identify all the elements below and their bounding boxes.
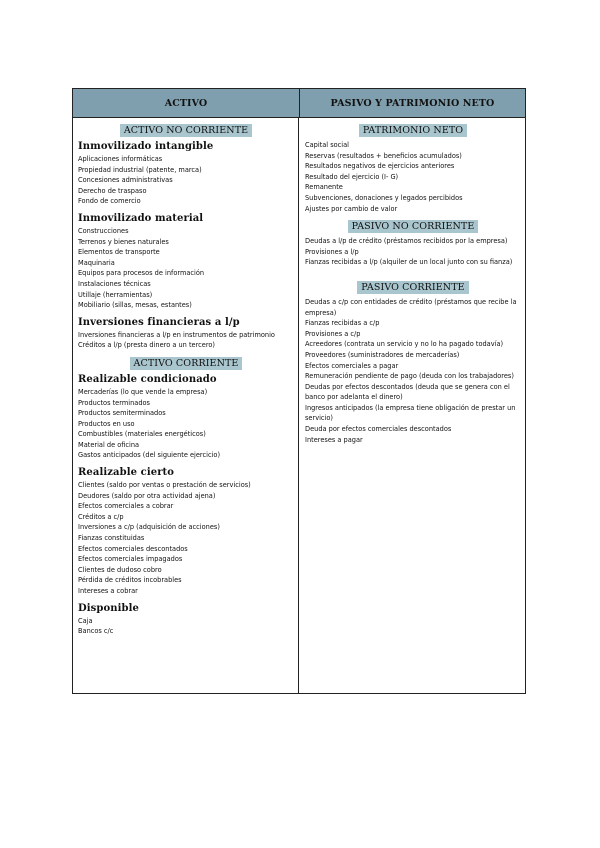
group-realizable-condicionado xyxy=(78,374,294,461)
list-item: Efectos comerciales a cobrar xyxy=(78,502,174,511)
list-item: Clientes de dudoso cobro xyxy=(78,565,162,574)
list-item: Mobiliario (sillas, mesas, estantes) xyxy=(78,301,192,310)
list-item: Gastos anticipados (del siguiente ejercicio) xyxy=(78,451,221,460)
group-title: Inmovilizado intangible xyxy=(78,141,214,152)
header-pasivo-patrimonio: PASIVO Y PATRIMONIO NETO xyxy=(330,97,495,109)
item-list xyxy=(78,616,294,637)
pasivo-no-corriente-band: PASIVO NO CORRIENTE xyxy=(348,220,479,233)
list-item: Productos semiterminados xyxy=(78,409,166,418)
activo-corriente-band: ACTIVO CORRIENTE xyxy=(130,357,243,370)
pasivo-column xyxy=(300,118,525,693)
list-item: Fianzas recibidas a l/p (alquiler de un local junto con su fianza) xyxy=(305,258,513,267)
list-item: Efectos comerciales descontados xyxy=(78,544,188,553)
list-item: Resultado del ejercicio (I- G) xyxy=(305,172,399,181)
list-item: Equipos para procesos de información xyxy=(78,269,205,278)
list-item: Inversiones a c/p (adquisición de acciones) xyxy=(78,523,220,532)
list-item: Concesiones administrativas xyxy=(78,176,173,185)
activo-column xyxy=(73,118,299,693)
list-item: Subvenciones, donaciones y legados percibidos xyxy=(305,193,463,202)
list-item: Inversiones financieras a l/p en instrumentos de patrimonio xyxy=(78,330,275,339)
list-item: Resultados negativos de ejercicios anteriores xyxy=(305,162,455,171)
list-item: Acreedores (contrata un servicio y no lo ha pagado todavía) xyxy=(305,340,504,349)
group-title: Realizable condicionado xyxy=(78,373,217,385)
item-list xyxy=(78,387,294,461)
list-item: Productos terminados xyxy=(78,398,150,407)
list-item: Pérdida de créditos incobrables xyxy=(78,576,182,585)
list-item: Créditos a l/p (presta dinero a un tercero) xyxy=(78,341,216,350)
list-item: Utillaje (herramientas) xyxy=(78,290,153,299)
group-title: Realizable cierto xyxy=(78,467,175,479)
list-item: Deuda por efectos comerciales descontados xyxy=(305,425,452,434)
patrimonio-neto-band: PATRIMONIO NETO xyxy=(359,124,467,137)
list-item: Construcciones xyxy=(78,226,129,235)
list-item: Caja xyxy=(78,616,93,625)
list-item: Combustibles (materiales energéticos) xyxy=(78,430,206,439)
list-item: Ingresos anticipados (la empresa tiene obligación de prestar un servicio) xyxy=(305,403,516,423)
group-title: Inversiones financieras a l/p xyxy=(78,316,240,328)
group-inmovilizado-intangible xyxy=(78,141,294,207)
list-item: Propiedad industrial (patente, marca) xyxy=(78,165,202,174)
patrimonio-neto-list xyxy=(305,140,521,214)
list-item: Deudas a l/p de crédito (préstamos recibidos por la empresa) xyxy=(305,237,508,246)
list-item: Proveedores (suministradores de mercaderías) xyxy=(305,350,460,359)
list-item: Efectos comerciales impagados xyxy=(78,555,183,564)
balance-sheet-table xyxy=(72,88,526,694)
list-item: Elementos de transporte xyxy=(78,248,160,257)
item-list xyxy=(78,480,294,597)
list-item: Deudores (saldo por otra actividad ajena) xyxy=(78,491,216,500)
item-list xyxy=(78,154,294,207)
list-item: Remanente xyxy=(305,183,343,192)
pasivo-no-corriente-list xyxy=(305,236,521,268)
list-item: Fianzas recibidas a c/p xyxy=(305,319,380,328)
group-realizable-cierto xyxy=(78,467,294,597)
list-item: Deudas a c/p con entidades de crédito (préstamos que recibe la empresa) xyxy=(305,297,517,317)
pasivo-corriente-band: PASIVO CORRIENTE xyxy=(357,281,468,294)
table-header xyxy=(73,89,525,118)
list-item: Intereses a pagar xyxy=(305,435,363,444)
list-item: Provisiones a l/p xyxy=(305,247,359,256)
activo-no-corriente-band: ACTIVO NO CORRIENTE xyxy=(120,124,252,137)
list-item: Material de oficina xyxy=(78,440,140,449)
list-item: Créditos a c/p xyxy=(78,512,124,521)
list-item: Remuneración pendiente de pago (deuda con los trabajadores) xyxy=(305,372,514,381)
list-item: Derecho de traspaso xyxy=(78,186,147,195)
group-title: Inmovilizado material xyxy=(78,212,204,224)
list-item: Fianzas constituidas xyxy=(78,534,145,543)
group-inversiones-financieras xyxy=(78,317,294,351)
list-item: Provisiones a c/p xyxy=(305,329,361,338)
list-item: Mercaderías (lo que vende la empresa) xyxy=(78,387,208,396)
item-list xyxy=(78,226,294,311)
list-item: Instalaciones técnicas xyxy=(78,279,151,288)
header-activo: ACTIVO xyxy=(73,89,300,117)
list-item: Reservas (resultados + beneficios acumulados) xyxy=(305,151,462,160)
group-title: Disponible xyxy=(78,602,139,614)
list-item: Efectos comerciales a pagar xyxy=(305,361,399,370)
list-item: Aplicaciones informáticas xyxy=(78,155,163,163)
item-list xyxy=(78,330,294,351)
list-item: Ajustes por cambio de valor xyxy=(305,204,398,213)
list-item: Clientes (saldo por ventas o prestación de servicios) xyxy=(78,481,251,490)
pasivo-corriente-list xyxy=(305,297,521,445)
list-item: Productos en uso xyxy=(78,419,135,428)
list-item: Maquinaria xyxy=(78,258,115,267)
list-item: Capital social xyxy=(305,141,350,149)
list-item: Intereses a cobrar xyxy=(78,587,138,595)
group-inmovilizado-material xyxy=(78,213,294,311)
group-disponible xyxy=(78,603,294,637)
list-item: Fondo de comercio xyxy=(78,197,141,206)
list-item: Terrenos y bienes naturales xyxy=(78,237,169,246)
list-item: Bancos c/c xyxy=(78,627,114,636)
list-item: Deudas por efectos descontados (deuda que se genera con el banco por adelanta el dinero) xyxy=(305,382,510,402)
